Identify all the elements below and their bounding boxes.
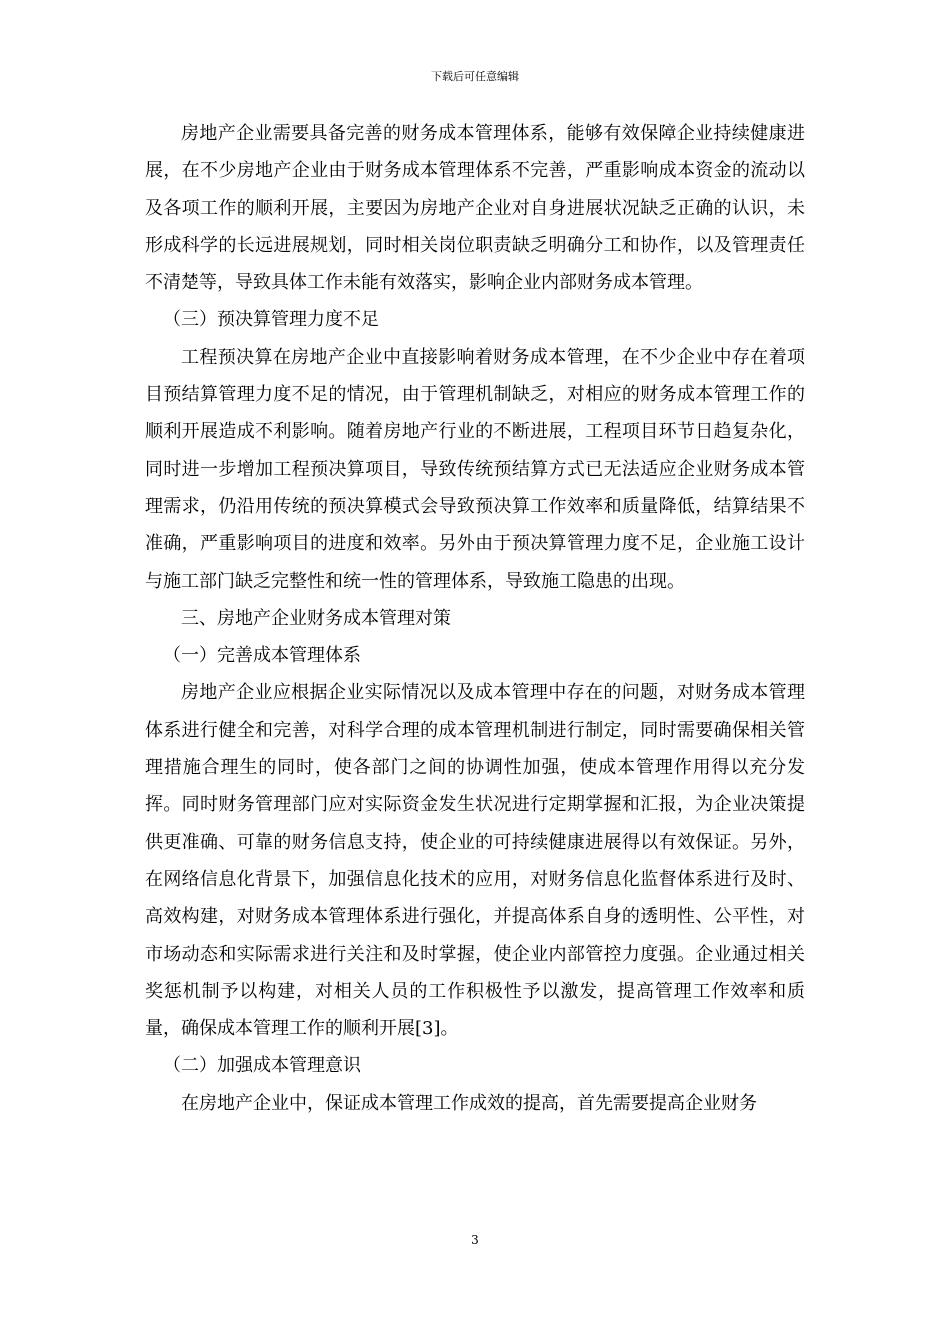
- paragraph: 在房地产企业中，保证成本管理工作成效的提高，首先需要提高企业财务: [181, 1092, 757, 1114]
- paragraph: 工程预决算在房地产企业中直接影响着财务成本管理，在不少企业中存在着项目预结算管理力度不足的情况，由于管理机制缺乏，对相应的财务成本管理工作的顺利开展造成不利影响。随着房地产行业的不断进展，工程项目环节日趋复杂化，同时进一步增加工程预决算项目，导致传统预结算方式已无法适应企业财务成本管理需求，仍沿用传统的预决算模式会导致预决算工作效率和质量降低，结算结果不准确，严重影响项目的进度和效率。另外由于预决算管理力度不足，企业施工设计与施工部门缺乏完整性和统一性的管理体系，导致施工隐患的出现。: [145, 346, 805, 592]
- subheading: （一）完善成本管理体系: [163, 645, 361, 667]
- paragraph: 房地产企业需要具备完善的财务成本管理体系，能够有效保障企业持续健康进展，在不少房地产企业由于财务成本管理体系不完善，严重影响成本资金的流动以及各项工作的顺利开展，主要因为房地产企业对自身进展状况缺乏正确的认识，未形成科学的长远进展规划，同时相关岗位职责缺乏明确分工和协作，以及管理责任不清楚等，导致具体工作未能有效落实，影响企业内部财务成本管理。: [145, 123, 805, 294]
- section-heading: 三、房地产企业财务成本管理对策: [181, 607, 451, 629]
- subheading: （二）加强成本管理意识: [163, 1055, 361, 1077]
- body-text: [145, 115, 805, 1122]
- subheading: （三）预决算管理力度不足: [163, 309, 379, 331]
- page-number: 3: [471, 1233, 479, 1247]
- page-header: 下载后可任意编辑: [431, 70, 519, 83]
- paragraph: 房地产企业应根据企业实际情况以及成本管理中存在的问题，对财务成本管理体系进行健全和完善，对科学合理的成本管理机制进行制定，同时需要确保相关管理措施合理生的同时，使各部门之间的协调性加强，使成本管理作用得以充分发挥。同时财务管理部门应对实际资金发生状况进行定期掌握和汇报，为企业决策提供更准确、可靠的财务信息支持，使企业的可持续健康进展得以有效保证。另外，在网络信息化背景下，加强信息化技术的应用，对财务信息化监督体系进行及时、高效构建，对财务成本管理体系进行强化，并提高体系自身的透明性、公平性，对市场动态和实际需求进行关注和及时掌握，使企业内部管控力度强。企业通过相关奖惩机制予以构建，对相关人员的工作积极性予以激发，提高管理工作效率和质量，确保成本管理工作的顺利开展[3]。: [145, 682, 805, 1040]
